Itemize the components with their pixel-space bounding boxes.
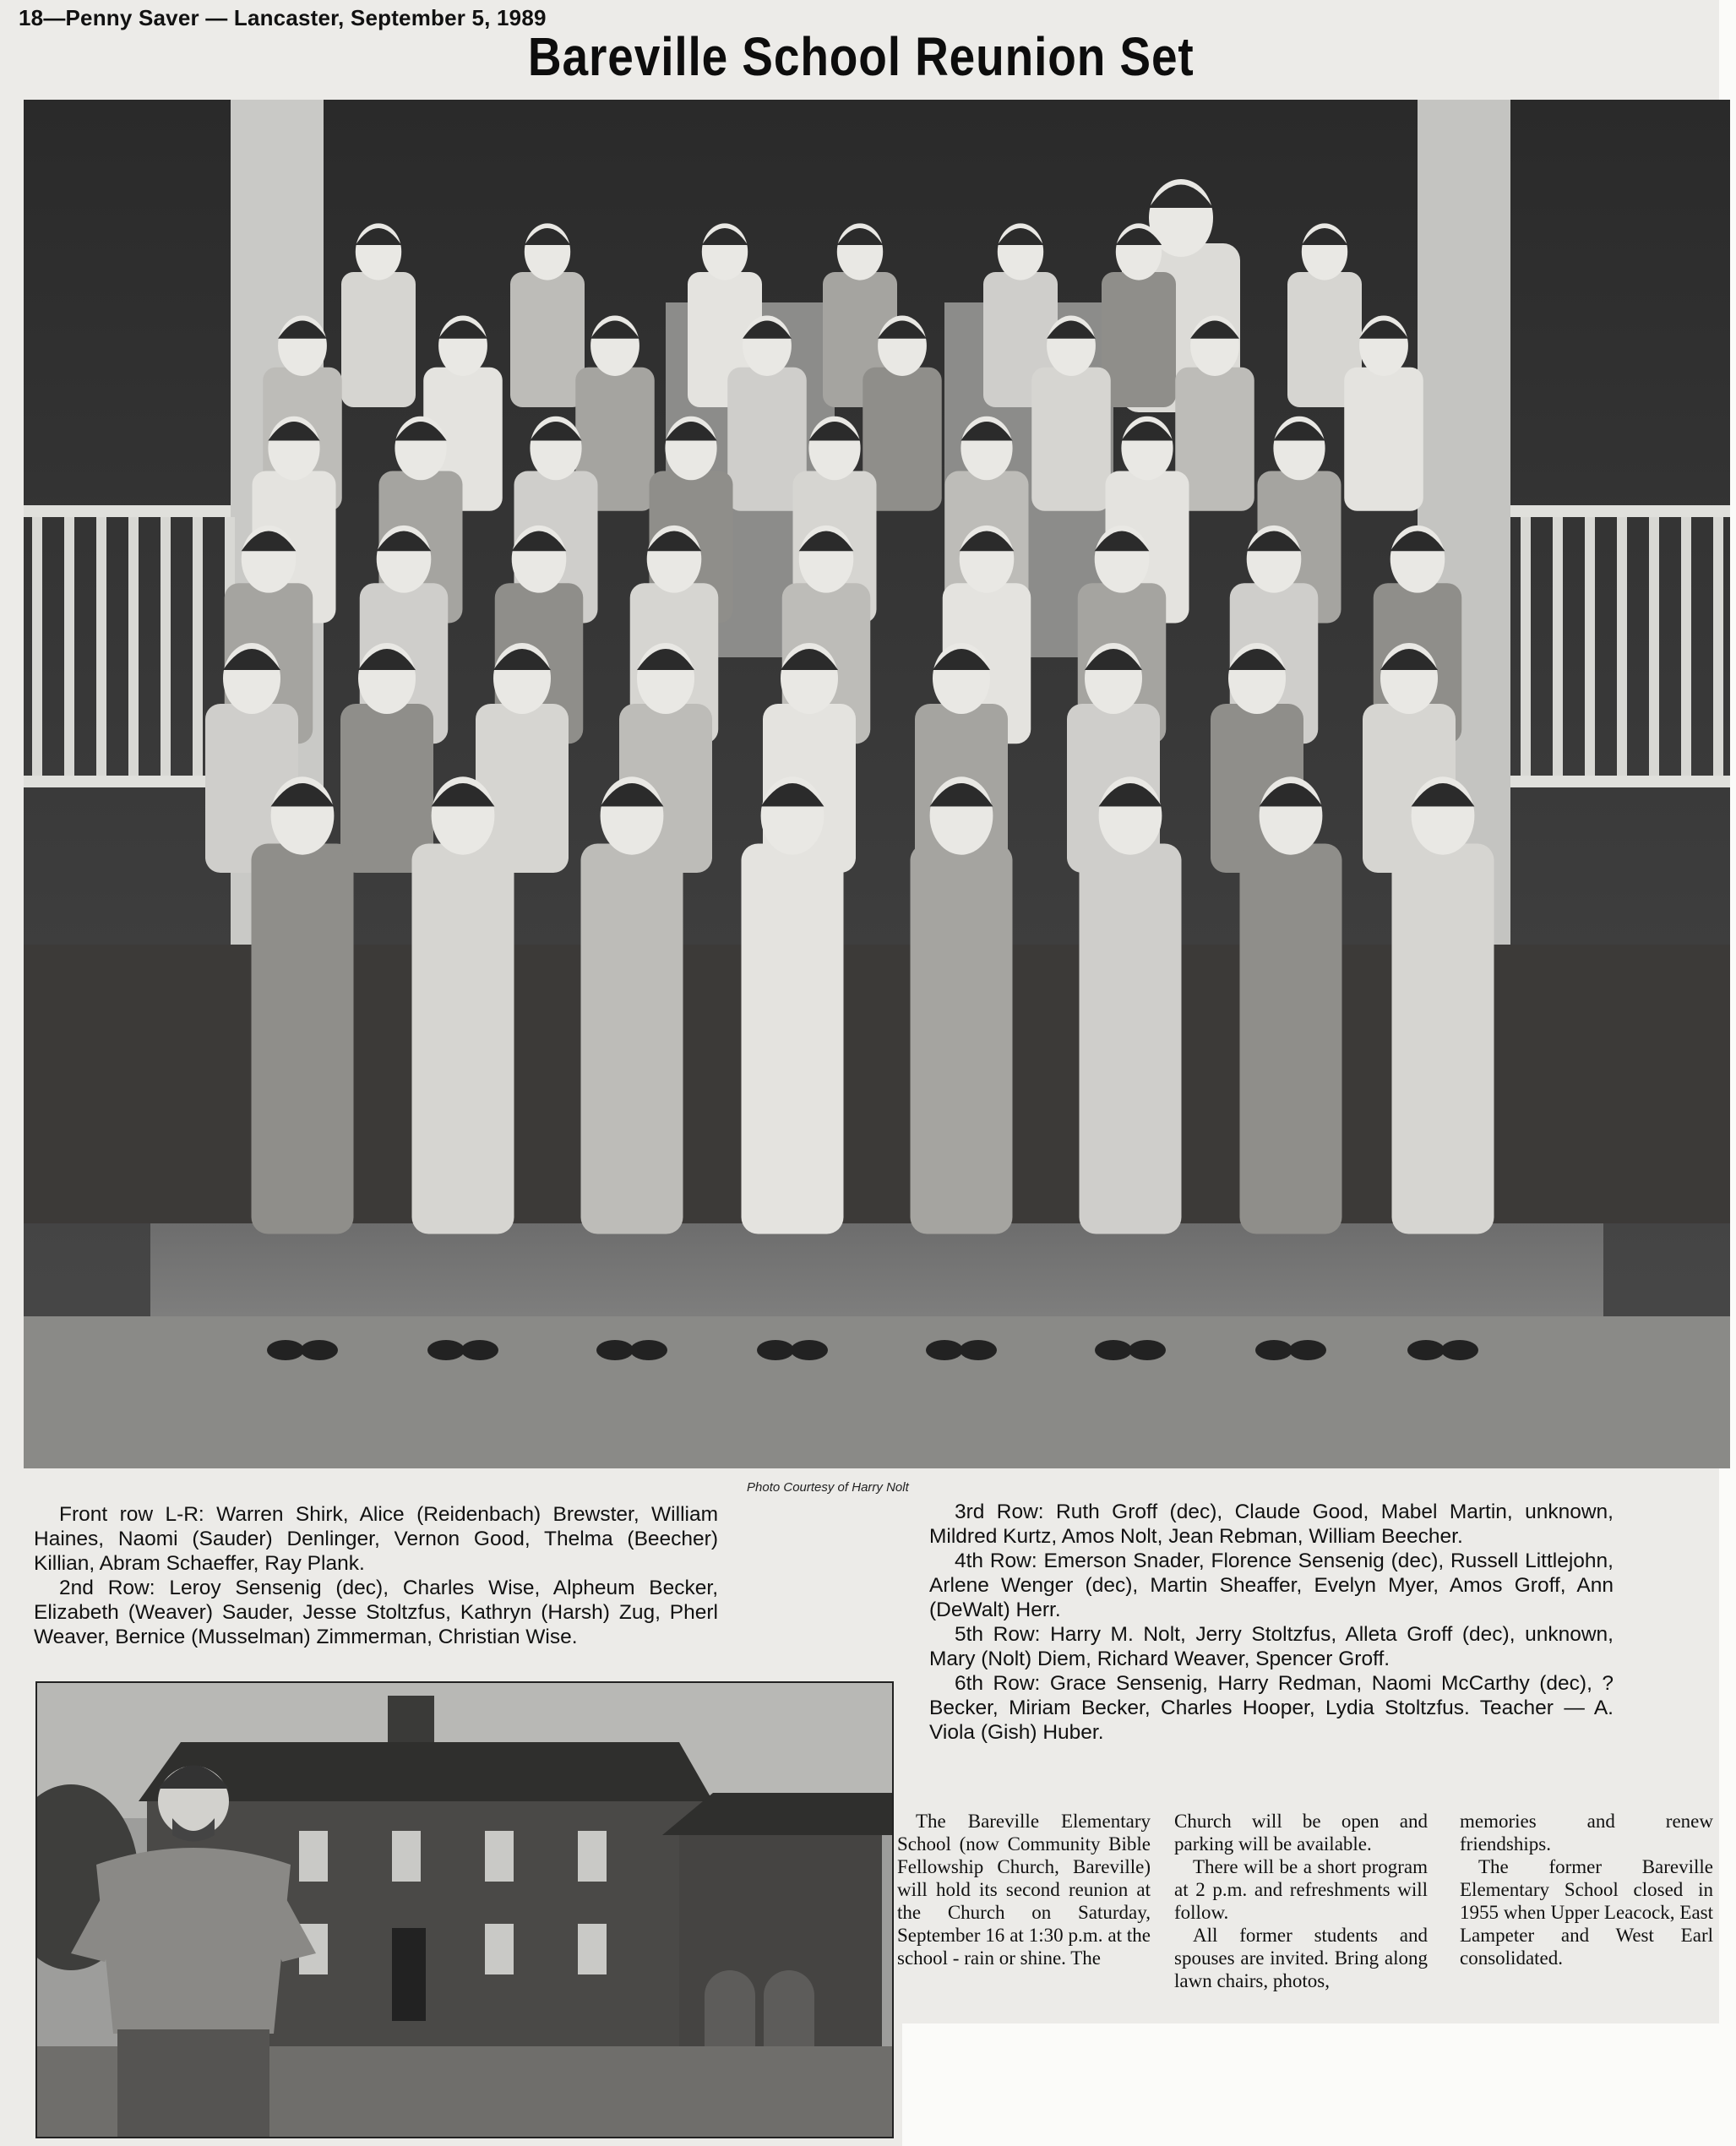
article-column-1 — [897, 1810, 1151, 1969]
page-header: 18—Penny Saver — Lancaster, September 5, 1989 — [19, 5, 547, 30]
article-column-2 — [1174, 1810, 1428, 1992]
class-photo — [24, 100, 1730, 1468]
caption-2nd-row: 2nd Row: Leroy Sensenig (dec), Charles Wise, Alpheum Becker, Elizabeth (Weaver) Sauder, Jesse Stoltzfus, Kathryn (Harsh) Zug, Pherl Weaver, Bernice (Musselman) Zimmerman, Christian Wise. — [34, 1577, 718, 1648]
article-paragraph: The Bareville Elementary School (now Community Bible Fellowship Church, Bareville) will hold its second reunion at the Church on Saturday, September 16 at 1:30 p.m. at the school - rain or shine. The — [897, 1811, 1151, 1969]
caption-front-row: Front row L-R: Warren Shirk, Alice (Reidenbach) Brewster, William Haines, Naomi (Sauder) Denlinger, Vernon Good, Thelma (Beecher) Killian, Abram Schaeffer, Ray Plank. — [34, 1503, 718, 1575]
school-building-photo — [35, 1681, 894, 2138]
article-paragraph: The former Bareville Elementary School closed in 1955 when Upper Leacock, East Lampeter and West Earl consolidated. — [1460, 1856, 1713, 1969]
headline: Bareville School Reunion Set — [527, 26, 1195, 87]
caption-6th-row: 6th Row: Grace Sensenig, Harry Redman, Naomi McCarthy (dec), ? Becker, Miriam Becker, Charles Hooper, Lydia Stoltzfus. Teacher — A. Viola (Gish) Huber. — [929, 1672, 1614, 1744]
caption-4th-row: 4th Row: Emerson Snader, Florence Sensenig (dec), Russell Littlejohn, Arlene Wenger (dec), Martin Sheaffer, Evelyn Myer, Amos Groff, Ann (DeWalt) Herr. — [929, 1550, 1614, 1621]
caption-left — [34, 1502, 718, 1649]
clipping-cutout-area — [902, 2023, 1736, 2146]
article-paragraph: Church will be open and parking will be available. — [1174, 1811, 1428, 1855]
caption-3rd-row: 3rd Row: Ruth Groff (dec), Claude Good, Mabel Martin, unknown, Mildred Kurtz, Amos Nolt, Jean Rebman, William Beecher. — [929, 1501, 1614, 1548]
caption-5th-row: 5th Row: Harry M. Nolt, Jerry Stoltzfus, Alleta Groff (dec), unknown, Mary (Nolt) Diem, Richard Weaver, Spencer Groff. — [929, 1623, 1614, 1670]
article-paragraph: All former students and spouses are invited. Bring along lawn chairs, photos, — [1174, 1925, 1428, 1991]
article-column-3 — [1460, 1810, 1713, 1969]
caption-right — [929, 1500, 1614, 1745]
photo-credit: Photo Courtesy of Harry Nolt — [747, 1480, 909, 1495]
article-paragraph: memories and renew friendships. — [1460, 1811, 1713, 1855]
article-paragraph: There will be a short program at 2 p.m. and refreshments will follow. — [1174, 1856, 1428, 1923]
